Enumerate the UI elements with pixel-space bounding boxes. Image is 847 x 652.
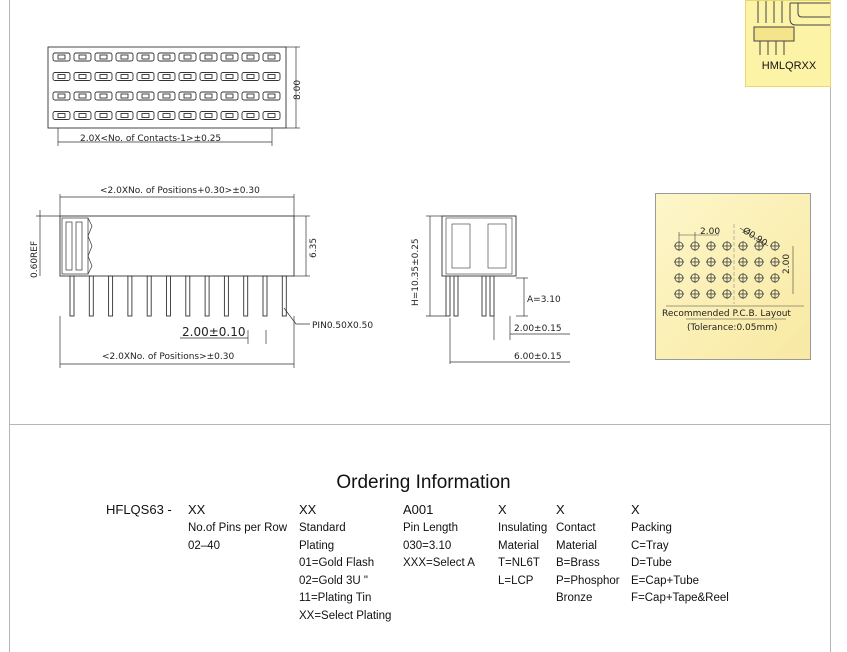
ordering-option: Pin Length bbox=[403, 522, 458, 534]
top-view-pad bbox=[263, 92, 280, 100]
ordering-option: E=Cap+Tube bbox=[631, 574, 699, 587]
top-view-pad-slot bbox=[100, 94, 107, 98]
top-view-pad bbox=[158, 73, 175, 81]
top-view-pad-slot bbox=[205, 75, 212, 79]
top-view-pad bbox=[137, 92, 154, 100]
top-view-pad-slot bbox=[226, 114, 233, 118]
ordering-option: Insulating bbox=[498, 522, 548, 534]
top-view-pad bbox=[95, 112, 112, 120]
dim-pitch: 2.00±0.10 bbox=[182, 325, 246, 339]
top-view-pad-slot bbox=[247, 75, 254, 79]
top-view-pad-slot bbox=[163, 55, 170, 59]
top-view-pad-slot bbox=[142, 55, 149, 59]
top-view-pad-slot bbox=[100, 55, 107, 59]
top-view-pad bbox=[137, 53, 154, 61]
top-view-pad-slot bbox=[100, 75, 107, 79]
top-view-pad bbox=[242, 53, 259, 61]
top-view-pad bbox=[263, 53, 280, 61]
ordering-option: No.of Pins per Row bbox=[188, 522, 288, 534]
front-view-pins bbox=[70, 276, 286, 316]
ordering-option: 02=Gold 3U " bbox=[299, 574, 368, 587]
front-view-pin bbox=[128, 276, 132, 316]
top-view-pad-slot bbox=[79, 114, 86, 118]
top-view-pad bbox=[263, 112, 280, 120]
top-view-pad-slot bbox=[205, 94, 212, 98]
dim-side-height: H=10.35±0.25 bbox=[411, 238, 421, 306]
top-view-pad-slot bbox=[79, 55, 86, 59]
top-view-pad bbox=[158, 112, 175, 120]
top-view-pad-slot bbox=[226, 94, 233, 98]
top-view-pad bbox=[53, 53, 70, 61]
top-view-pad bbox=[53, 112, 70, 120]
ordering-code-5: X bbox=[556, 502, 565, 517]
front-view-pin bbox=[89, 276, 93, 316]
top-view-pad bbox=[200, 92, 217, 100]
top-view-pad-slot bbox=[58, 55, 65, 59]
side-view-pin bbox=[482, 276, 486, 316]
ordering-option: F=Cap+Tape&Reel bbox=[631, 592, 729, 604]
top-view-pad-slot bbox=[184, 94, 191, 98]
front-view-pin bbox=[167, 276, 171, 316]
top-view-pad-slot bbox=[226, 55, 233, 59]
top-view-pad bbox=[221, 92, 238, 100]
dim-side-width: 6.00±0.15 bbox=[514, 352, 562, 362]
ordering-option: Packing bbox=[631, 522, 672, 534]
top-view-pad-slot bbox=[79, 94, 86, 98]
top-view-pad bbox=[158, 53, 175, 61]
ordering-option: 030=3.10 bbox=[403, 539, 452, 552]
top-view-pad-slot bbox=[58, 94, 65, 98]
top-view-pad-slot bbox=[121, 94, 128, 98]
side-view-body bbox=[442, 216, 516, 276]
top-view-pad bbox=[137, 73, 154, 81]
dim-height-top: 8.00 bbox=[293, 79, 303, 100]
top-view-pad bbox=[242, 92, 259, 100]
pcb-dim-hole: Ø0.90 bbox=[740, 226, 769, 249]
dim-positions-plus: <2.0XNo. of Positions+0.30>±0.30 bbox=[100, 186, 260, 196]
ordering-code-1: XX bbox=[188, 502, 206, 517]
top-view-pad-slot bbox=[163, 114, 170, 118]
ordering-code-6: X bbox=[631, 502, 640, 517]
top-view-pad bbox=[263, 73, 280, 81]
pcb-holes bbox=[674, 241, 780, 299]
ordering-code-2: XX bbox=[299, 502, 317, 517]
top-view-pad bbox=[200, 53, 217, 61]
ordering-option: Material bbox=[498, 539, 539, 552]
ordering-code-4: X bbox=[498, 502, 507, 517]
front-view-pin bbox=[205, 276, 209, 316]
front-view-body bbox=[60, 216, 294, 276]
top-view-pad-slot bbox=[268, 75, 275, 79]
top-view-pad-slot bbox=[247, 55, 254, 59]
top-view-pad-slot bbox=[247, 114, 254, 118]
ordering-option: Plating bbox=[299, 539, 335, 552]
top-view-pad-slot bbox=[100, 114, 107, 118]
top-view-pad-slot bbox=[163, 94, 170, 98]
top-view-pad-slot bbox=[79, 75, 86, 79]
pcb-layout-drawing bbox=[656, 194, 812, 361]
thumbnail-label: HMLQRXX bbox=[761, 60, 817, 72]
top-view-pad bbox=[95, 53, 112, 61]
top-view-pad bbox=[179, 53, 196, 61]
top-view-pad bbox=[74, 73, 91, 81]
dim-pitch-top: 2.0X<No. of Contacts-1>±0.25 bbox=[80, 134, 222, 144]
right-angle-header-icon bbox=[746, 1, 832, 59]
top-view-pad bbox=[74, 92, 91, 100]
ordering-option: T=NL6T bbox=[498, 557, 540, 569]
pcb-caption: Recommended P.C.B. Layout bbox=[662, 309, 791, 319]
ordering-option: D=Tube bbox=[631, 557, 672, 569]
top-view-pad-slot bbox=[247, 94, 254, 98]
side-view-pins bbox=[446, 276, 494, 316]
top-view-pad bbox=[116, 112, 133, 120]
front-view-pin bbox=[263, 276, 267, 316]
top-view-pad-slot bbox=[163, 75, 170, 79]
top-view-pad bbox=[74, 53, 91, 61]
front-view-pin bbox=[70, 276, 74, 316]
top-view-pad bbox=[242, 112, 259, 120]
pcb-dim-pitch-x: 2.00 bbox=[700, 227, 721, 237]
top-view-pad bbox=[53, 92, 70, 100]
top-view-pad bbox=[95, 92, 112, 100]
top-view-pad bbox=[53, 73, 70, 81]
top-view-pad bbox=[74, 112, 91, 120]
top-view-pad-slot bbox=[142, 75, 149, 79]
front-view-pin bbox=[244, 276, 248, 316]
ordering-code-3: A001 bbox=[403, 502, 434, 517]
ordering-option: 02–40 bbox=[188, 539, 220, 552]
top-view-pad bbox=[200, 73, 217, 81]
top-view-pad bbox=[200, 112, 217, 120]
top-view-pad bbox=[179, 92, 196, 100]
pcb-layout-panel bbox=[655, 193, 811, 360]
top-view-pad-slot bbox=[205, 55, 212, 59]
pcb-tolerance: (Tolerance:0.05mm) bbox=[687, 323, 778, 333]
dim-positions: <2.0XNo. of Positions>±0.30 bbox=[102, 352, 235, 362]
ordering-option: Contact bbox=[556, 522, 596, 534]
top-view-pad-slot bbox=[184, 75, 191, 79]
top-view-pad-slot bbox=[184, 55, 191, 59]
top-view-pad bbox=[179, 112, 196, 120]
top-view-pad bbox=[242, 73, 259, 81]
top-view-pad bbox=[137, 112, 154, 120]
top-view-pad-slot bbox=[142, 114, 149, 118]
dim-side-pitch: 2.00±0.15 bbox=[514, 324, 562, 334]
part-prefix: HFLQS63 - bbox=[106, 502, 172, 517]
top-view-pad-slot bbox=[121, 114, 128, 118]
side-view-pin bbox=[446, 276, 450, 316]
ordering-option: 01=Gold Flash bbox=[299, 557, 375, 569]
ordering-option: C=Tray bbox=[631, 539, 669, 552]
top-view-pad-slot bbox=[205, 114, 212, 118]
top-view-pad-slot bbox=[121, 55, 128, 59]
top-view-pad-slot bbox=[268, 94, 275, 98]
top-view-pad-slot bbox=[268, 114, 275, 118]
ordering-option: XXX=Select A bbox=[403, 557, 475, 569]
dim-ref: 0.60REF bbox=[30, 240, 40, 278]
top-view-pad-slot bbox=[58, 75, 65, 79]
top-view-pad bbox=[158, 92, 175, 100]
top-view-pad bbox=[221, 73, 238, 81]
top-view-pads bbox=[53, 53, 280, 120]
ordering-title: Ordering Information bbox=[336, 472, 511, 493]
front-view-pin bbox=[224, 276, 228, 316]
ordering-option: B=Brass bbox=[556, 557, 600, 569]
side-view-pin bbox=[490, 276, 494, 316]
top-view-pad bbox=[221, 53, 238, 61]
ordering-option: Bronze bbox=[556, 592, 593, 604]
side-view-pin bbox=[454, 276, 458, 316]
top-view-pad-slot bbox=[226, 75, 233, 79]
front-view-pin bbox=[147, 276, 151, 316]
top-view-pad bbox=[95, 73, 112, 81]
top-view-pad-slot bbox=[268, 55, 275, 59]
front-view-pin bbox=[109, 276, 113, 316]
top-view-pad-slot bbox=[142, 94, 149, 98]
dim-pin: PIN0.50X0.50 bbox=[312, 321, 374, 331]
top-view-pad-slot bbox=[58, 114, 65, 118]
top-view-pad-slot bbox=[184, 114, 191, 118]
top-view-pad bbox=[221, 112, 238, 120]
ordering-option: L=LCP bbox=[498, 574, 534, 587]
product-thumbnail bbox=[745, 0, 831, 87]
ordering-option: Standard bbox=[299, 522, 346, 534]
ordering-option: Material bbox=[556, 539, 597, 552]
front-view-pin bbox=[186, 276, 190, 316]
top-view-pad bbox=[179, 73, 196, 81]
top-view-pad bbox=[116, 53, 133, 61]
ordering-option: 11=Plating Tin bbox=[299, 592, 372, 604]
ordering-option: P=Phosphor bbox=[556, 574, 620, 587]
top-view-pad-slot bbox=[121, 75, 128, 79]
top-view-pad bbox=[116, 92, 133, 100]
top-view-pad bbox=[116, 73, 133, 81]
dim-body-height: 6.35 bbox=[309, 237, 319, 258]
dim-a: A=3.10 bbox=[527, 295, 561, 305]
ordering-option: XX=Select Plating bbox=[299, 609, 392, 622]
pcb-dim-pitch-y: 2.00 bbox=[782, 253, 792, 274]
